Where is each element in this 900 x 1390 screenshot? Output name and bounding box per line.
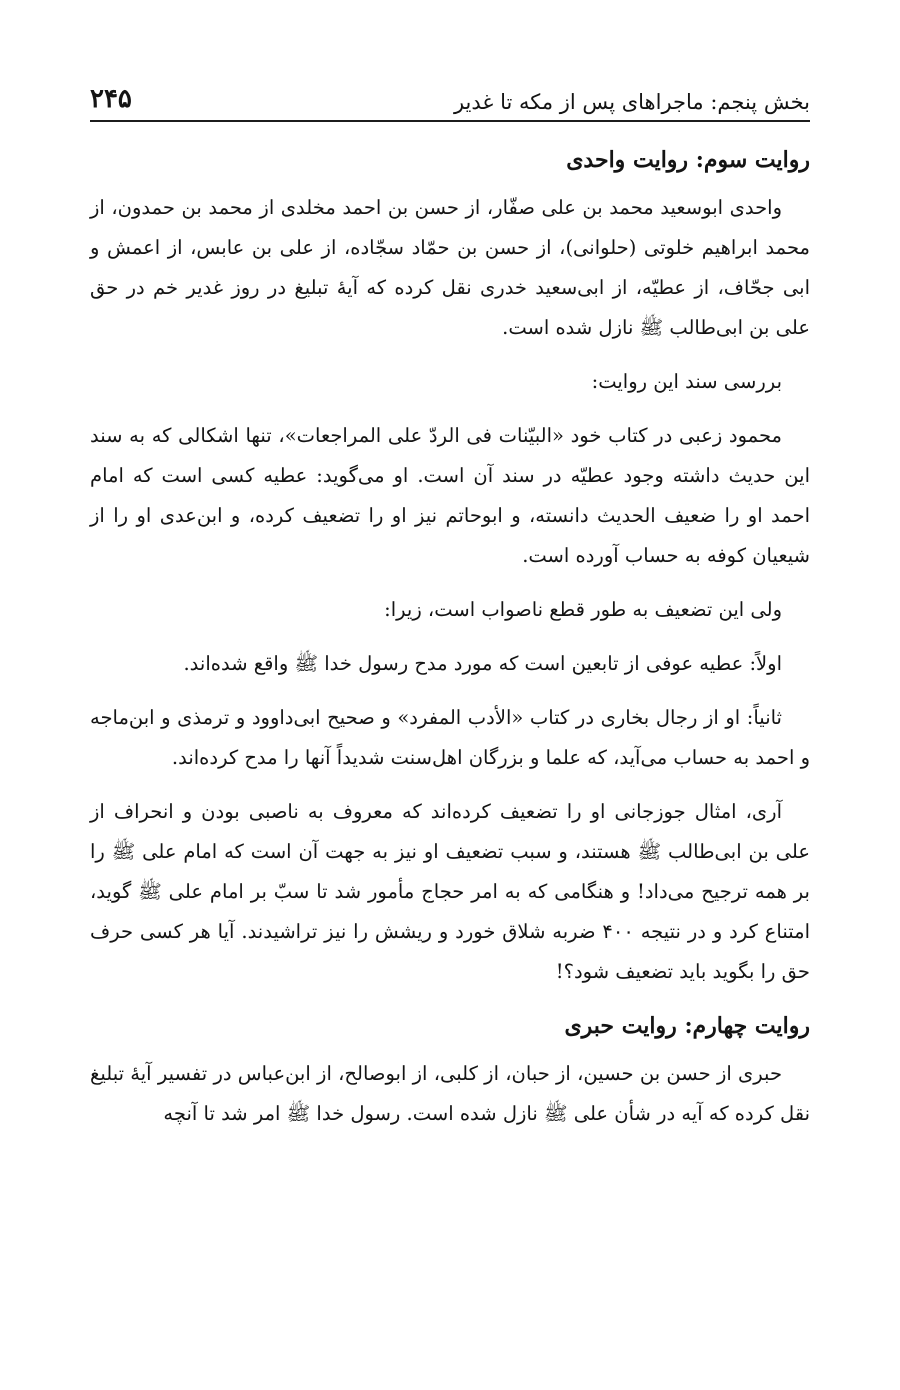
paragraph: ولی این تضعیف به طور قطع ناصواب است، زیرا: xyxy=(384,598,782,621)
section-heading: روایت چهارم: روایت حبری xyxy=(564,1013,810,1039)
section-heading: روایت سوم: روایت واحدی xyxy=(566,147,810,173)
running-header xyxy=(90,66,810,122)
paragraph: آری، امثال جوزجانی او را تضعیف کرده‌اند که معروف به ناصبی بودن و انحراف از علی بن ابی‌طالب ﷺ هستند، و سبب تضعیف او نیز به جهت آن است که امام علی ﷺ را بر همه ترجیح می‌داد! و هنگامی که به امر حجاج مأمور شد تا سبّ بر امام علی ﷺ گوید، امتناع کرد و در نتیجه ۴۰۰ ضربه شلاق خورد و ریشش را نیز تراشیدند. آیا هر کسی حرف حق را بگوید باید تضعیف شود؟! xyxy=(90,800,810,983)
chapter-title: بخش پنجم: ماجراهای پس از مکه تا غدیر xyxy=(453,90,810,114)
paragraph: اولاً: عطیه عوفی از تابعین است که مورد مدح رسول خدا ﷺ واقع شده‌اند. xyxy=(183,652,782,675)
paragraph: بررسی سند این روایت: xyxy=(591,370,782,393)
paragraph: ثانیاً: او از رجال بخاری در کتاب «الأدب المفرد» و صحیح ابی‌داوود و ترمذی و ابن‌ماجه و احمد به حساب می‌آید، که علما و بزرگان اهل‌سنت شدیداً آنها را مدح کرده‌اند. xyxy=(90,706,810,769)
paragraph: واحدی ابوسعید محمد بن علی صفّار، از حسن بن احمد مخلدی از محمد بن حمدون، از محمد ابراهیم خلوتی (حلوانی)، از حسن بن حمّاد سجّاده، از علی بن عابس، از اعمش و ابی جحّاف، از عطیّه، از ابی‌سعید خدری نقل کرده که آیهٔ تبلیغ در روز غدیر خم در حق علی بن ابی‌طالب ﷺ نازل شده است. xyxy=(90,196,810,339)
main-text xyxy=(90,140,810,1148)
page-number: ۲۴۵ xyxy=(90,84,132,114)
paragraph: حبری از حسن بن حسین، از حبان، از کلبی، از ابوصالح، از ابن‌عباس در تفسیر آیهٔ تبلیغ نقل کرده که آیه در شأن علی ﷺ نازل شده است. رسول خدا ﷺ امر شد تا آنچه xyxy=(90,1062,810,1125)
paragraph: محمود زعبی در کتاب خود «البیّنات فی الردّ علی المراجعات»، تنها اشکالی که به سند این حدیث داشته وجود عطیّه در سند آن است. او می‌گوید: عطیه کسی است که امام احمد او را ضعیف الحدیث دانسته، و ابوحاتم نیز او را تضعیف کرده، و ابن‌عدی او را از شیعیان کوفه به حساب آورده است. xyxy=(90,424,810,567)
